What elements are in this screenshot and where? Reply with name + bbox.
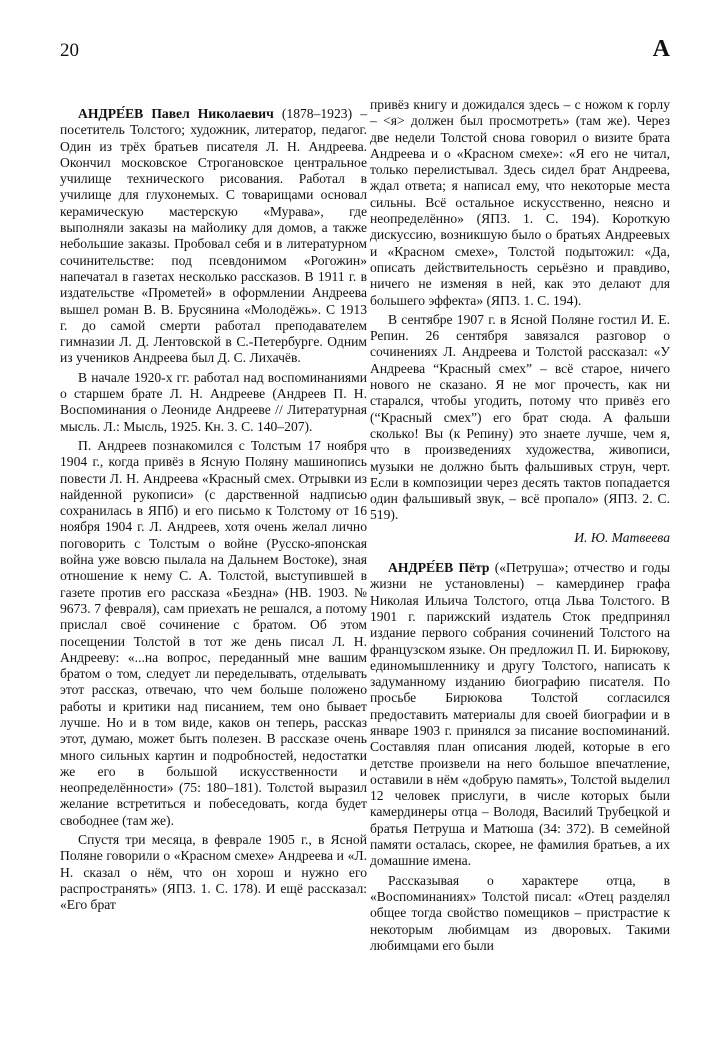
article-andreev-pavel-intro: [60, 106, 367, 367]
paragraph: Спустя три месяца, в феврале 1905 г., в Ясной Поляне говорили о «Красном смехе» Андреева и «Л. Н. сказал о нём, что он хорош и нужно его распространять» (ЯПЗ. 1. С. 178). И ещё рассказал: «Его брат: [60, 832, 367, 913]
author-signature: И. Ю. Матвеева: [574, 529, 670, 545]
paragraph: В сентябре 1907 г. в Ясной Поляне гостил И. Е. Репин. 26 сентября завязался разговор о сочинениях Л. Андреева и Толстой рассказал: «У Андреева “Красный смех” – всё старое, ничего нового не сказано. Я не мог прочесть, как ни старался, чтобы угодить, потому что привёз его (“Красный смех”) его брат сюда. А фальши сколько! Вы (к Репину) это знаете лучше, чем я, что в произведениях художества, живописи, музыки не должно быть фальшивых струн, черт. Если в композиции через десять тактов попадается один фальшивый звук, – всё пропало» (ЯПЗ. 2. С. 519).: [370, 311, 670, 523]
article-headword: АНДРЕ́ЕВ Пётр: [388, 560, 490, 576]
section-letter: А: [652, 36, 670, 62]
paragraph: В начале 1920-х гг. работал над воспоминаниями о старшем брате Л. Н. Андрееве (Андреев П. Н. Воспоминания о Леониде Андрееве // Литературная мысль. Л.: Мысль, 1925. Кн. 3. С. 140–207).: [60, 369, 367, 434]
right-column: [370, 97, 670, 957]
paragraph: П. Андреев познакомился с Толстым 17 ноября 1904 г., когда привёз в Ясную Поляну машинопись повести Л. Н. Андреева «Красный смех. Отрывки из найденной рукописи» (с дарственной надписью сохранилась в ЯПб) и его письмо к Толстому от 16 ноября 1904 г. Л. Андреев, хотя очень желал лично поговорить с Толстым о войне (Русско-японская война уже вовсю пылала на Дальнем Востоке), зная отношение к нему С. А. Толстой, выступившей в газете против его рассказа «Бездна» (НВ. 1903. № 9673. 7 февраля), сам приехать не решался, а потому прислал своё сочинение с братом. Об этом посещении Толстой в тот же день писал Л. Н. Андрееву: «...на вопрос, переданный мне вашим братом о том, следует ли переделывать, отделывать этот рассказ, отвечаю, что чем больше положено работы и критики над писанием, тем оно бывает лучше. Но и в том виде, каков он теперь, рассказ этот, думаю, может быть полезен. В рассказе очень много сильных картин и подробностей, недостатки же его в большой искусственности и неопределённости» (75: 180–181). Толстой выразил желание встретиться и побеседовать, когда будет свободнее (там же).: [60, 437, 367, 828]
page-number: 20: [60, 40, 79, 61]
article-andreev-petr-intro: [370, 560, 670, 870]
paragraph-continued: привёз книгу и дожидался здесь – с ножом к горлу – <я> должен был просмотреть» (там же). Через две недели Толстой снова говорил о визите брата Андреева и о «Красном смехе»: «Я его не читал, только перелистывал. Здесь сидел брат Андреева, ждал ответа; я написал ему, что некоторые места сильны. Всё остальное искусственно, неясно и неопределённо» (ЯПЗ. 1. С. 194). Короткую дискуссию, возникшую было о братьях Андреевых и «Красном смехе», Толстой подытожил: «Да, описать действительность серьёзно и правдиво, ничего не изменяя в ней, как это делают для большего эффекта» (ЯПЗ. 1. С. 194).: [370, 97, 670, 308]
paragraph: Рассказывая о характере отца, в «Воспоминаниях» Толстой писал: «Отец разделял общее тогда свойство помещиков – пристрастие к некоторым любимцам из дворовых. Такими любимцами его были: [370, 872, 670, 953]
article-headword: АНДРЕ́ЕВ Павел Николаевич: [78, 106, 274, 121]
paragraph-text: (1878–1923) – посетитель Толстого; художник, литератор, педагог. Один из трёх братьев писателя Л. Н. Андреева. Окончил московское Строгановское центральное училище технического рисования. Работал в училище для глухонемых. С товарищами основал керамическую мастерскую «Мурава», где выполняли заказы на майолику для домов, а также небольшие заказы. Пробовал себя и в литературном сочинительстве: под псевдонимом «Рогожин» напечатал в газетах несколько рассказов. В 1911 г. в издательстве «Прометей» в оформлении Андреева вышел роман В. В. Брусянина «Молодёжь». С 1913 г. до самой смерти работал преподавателем гимназии Л. Д. Лентовской в С.-Петербурге. Одним из учеников Андреева был Д. С. Лихачёв.: [60, 106, 367, 366]
paragraph-text: («Петруша»; отчество и годы жизни не установлены) – камердинер графа Николая Ильича Толстого, отца Льва Толстого. В 1901 г. парижский издатель Сток предпринял издание первого собрания сочинений Толстого на французском языке. Он предложил П. И. Бирюкову, единомышленнику и другу Толстого, написать к задуманному изданию биографию писателя. По просьбе Бирюкова Толстой согласился предоставить материалы для своей биографии и в январе 1903 г. принялся за писание воспоминаний. Составляя план описания людей, которые в его детстве произвели на него большое впечатление, оставили в нём «добрую память», Толстой выделил 12 человек прислуги, в числе которых были камердинеры отца – Володя, Василий Трубецкой и братья Петруша и Матюша (34: 372). В семейной памяти осталась, скорее, не фамилия братьев, а их домашние имена.: [370, 560, 670, 869]
left-column: [60, 106, 367, 917]
